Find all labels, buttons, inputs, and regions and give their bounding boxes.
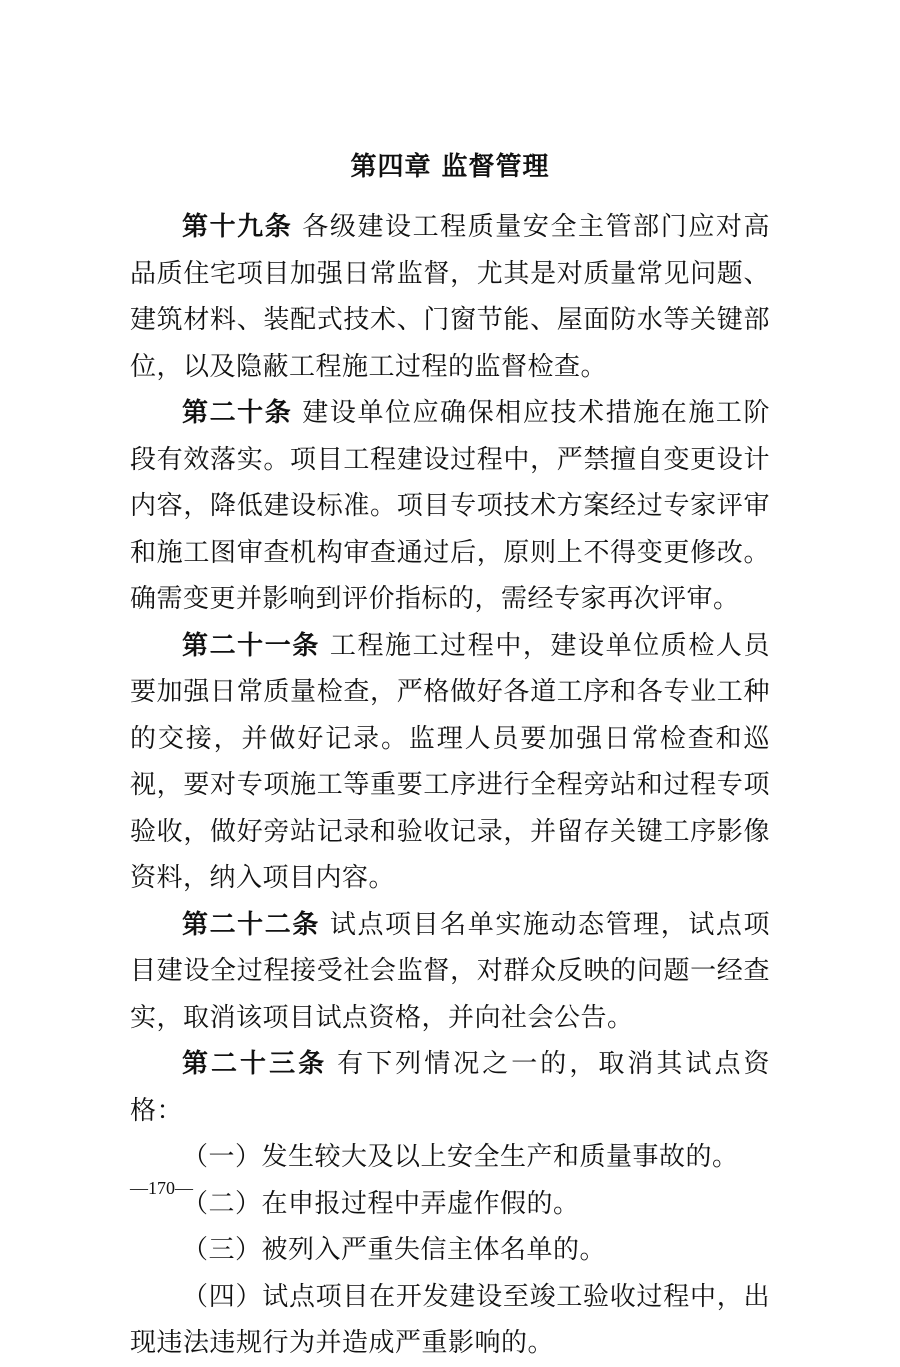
- chapter-title: 第四章 监督管理: [350, 152, 550, 182]
- article-label: 第二十二条: [182, 909, 320, 940]
- article-23: [130, 1041, 770, 1134]
- article-label: 第十九条: [182, 212, 293, 242]
- list-item: （二）在申报过程中弄虚作假的。: [182, 1188, 580, 1219]
- list-item: （一）发生较大及以上安全生产和质量事故的。: [182, 1142, 739, 1172]
- article-text: 各级建设工程质量安全主管部门应对高品质住宅项目加强日常监督，尤其是对质量常见问题、建筑材料、装配式技术、门窗节能、屋面防水等关键部位，以及隐蔽工程施工过程的监督检查。: [130, 212, 770, 382]
- list-item: （四）试点项目在开发建设至竣工验收过程中，出现违法违规行为并造成严重影响的。: [130, 1281, 770, 1358]
- article-22: [130, 902, 770, 1042]
- article-text: 试点项目名单实施动态管理，试点项目建设全过程接受社会监督，对群众反映的问题一经查实，取消该项目试点资格，并向社会公告。: [130, 909, 770, 1033]
- article-19: [130, 204, 770, 390]
- article-text: 工程施工过程中，建设单位质检人员要加强日常质量检查，严格做好各道工序和各专业工种的交接，并做好记录。监理人员要加强日常检查和巡视，要对专项施工等重要工序进行全程旁站和过程专项验收，做好旁站记录和验收记录，并留存关键工序影像资料，纳入项目内容。: [130, 630, 770, 893]
- article-text: 建设单位应确保相应技术措施在施工阶段有效落实。项目工程建设过程中，严禁擅自变更设计内容，降低建设标准。项目专项技术方案经过专家评审和施工图审查机构审查通过后，原则上不得变更修改。确需变更并影响到评价指标的，需经专家再次评审。: [130, 398, 770, 614]
- article-20: [130, 390, 770, 623]
- article-text: 有下列情况之一的，取消其试点资格：: [130, 1049, 770, 1126]
- page-number: —170—: [130, 1178, 193, 1198]
- document-body: [130, 204, 770, 1367]
- list-item: （三）被列入严重失信主体名单的。: [182, 1235, 607, 1265]
- article-label: 第二十三条: [182, 1049, 328, 1079]
- article-label: 第二十条: [182, 398, 293, 428]
- article-21: [130, 623, 770, 902]
- article-label: 第二十一条: [182, 630, 320, 661]
